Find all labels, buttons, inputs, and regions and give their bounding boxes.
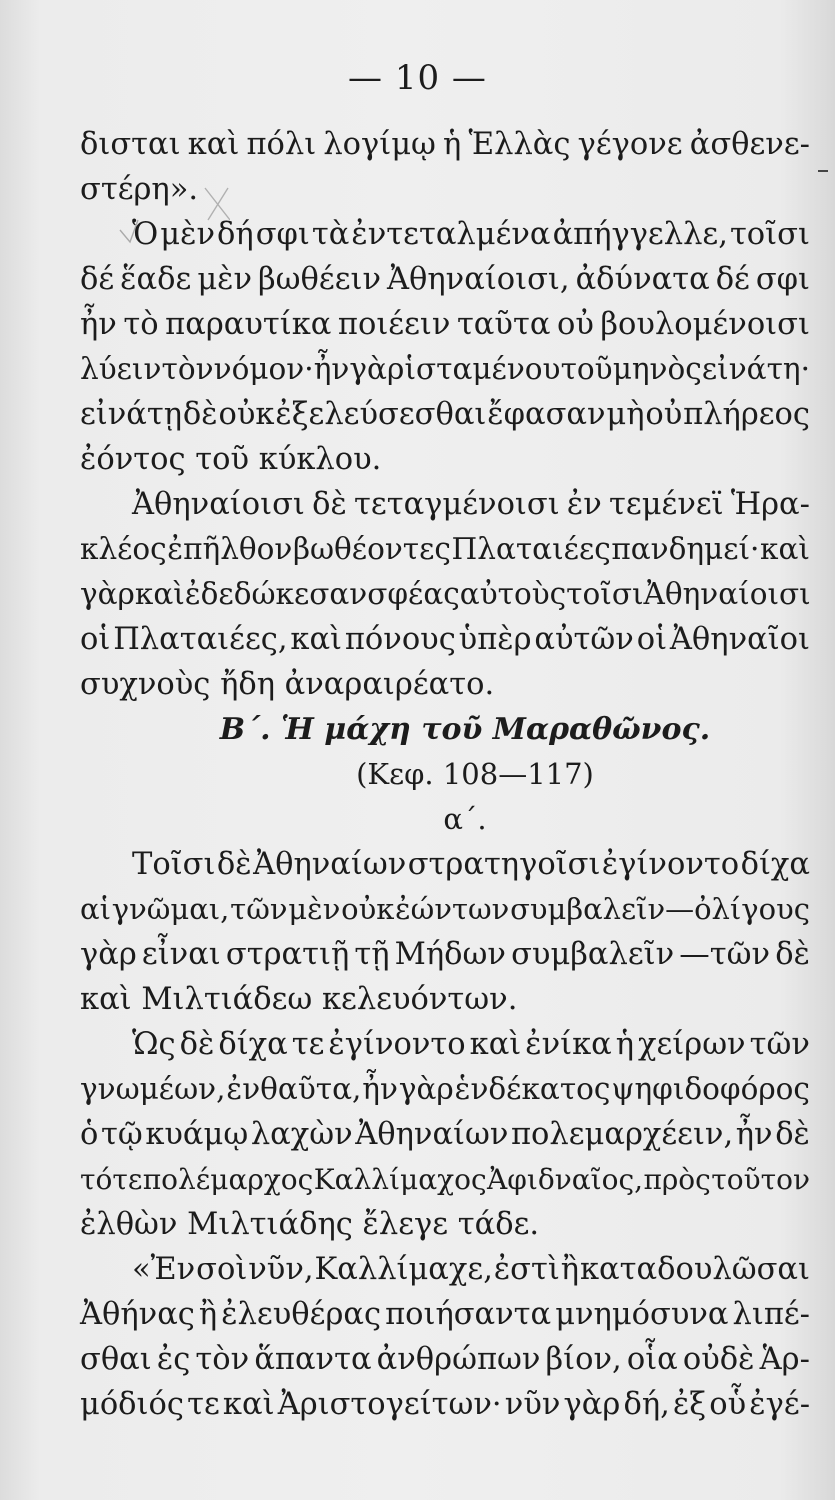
word: Ἡρα- [730, 487, 810, 522]
word: «Ἐν [132, 1252, 196, 1287]
word: οὐκ [341, 892, 395, 926]
text-line [80, 1112, 810, 1157]
text-line [80, 617, 810, 662]
word: πόνους [344, 622, 456, 657]
text-line: στέρη». [80, 172, 199, 207]
subsection-label: α΄. [443, 802, 487, 836]
word: ἐγίνοντο [328, 1027, 466, 1062]
word: γέγονε [577, 127, 683, 162]
text-line [80, 212, 810, 257]
word: γὰρ [563, 1387, 621, 1422]
word: ἀνθρώπων [376, 1342, 541, 1377]
word: δή, [623, 1387, 670, 1422]
word: ἱσταμένου [404, 352, 561, 386]
word: Ὡς [132, 1027, 176, 1062]
word: οἱ [636, 622, 668, 657]
word: καὶ [222, 1387, 275, 1422]
word: τῶν [230, 892, 288, 926]
word: οἷα [626, 1342, 678, 1377]
word: Ἀθηναίων [355, 1117, 509, 1152]
word: τεμένεϊ [609, 487, 724, 522]
text-line [80, 257, 810, 302]
section-heading: Β΄. Ἡ μάχη τοῦ Μαραθῶνος. [219, 712, 711, 747]
word: τὸν [161, 352, 214, 386]
word: δὲ [312, 487, 347, 522]
text-line [80, 482, 810, 527]
word: τοῖσι [729, 217, 810, 252]
word: οὐ [645, 397, 683, 432]
word: βίον, [545, 1342, 622, 1377]
word: ὁ [80, 1117, 99, 1152]
word: μηνὸς [612, 352, 702, 386]
text-line [80, 572, 810, 617]
word: τὸν [195, 1342, 250, 1377]
word: μόδιός [80, 1387, 184, 1422]
word: Πλαταιέες, [113, 622, 288, 657]
word: τῇ [354, 937, 390, 972]
word: ἐγίνοντο [601, 847, 740, 882]
word: δὲ [179, 1027, 215, 1062]
text-line [80, 527, 810, 572]
word: σφέας [367, 577, 460, 611]
word: γὰρ [80, 577, 135, 611]
word: χείρων [638, 1027, 746, 1062]
word: εἰνάτη· [701, 352, 810, 386]
word: μὲν [288, 892, 341, 926]
word: Ἀθηναῖοι [669, 622, 810, 657]
body-text [80, 122, 810, 1427]
word: κυάμῳ [145, 1117, 249, 1152]
word: ἕαδε [120, 262, 192, 297]
text-line: συχνοὺς ἤδη ἀναραιρέατο. [80, 667, 495, 702]
text-line [80, 887, 810, 932]
word: γνῶμαι, [111, 892, 230, 926]
word: σθαι [80, 1342, 152, 1377]
word: ἐλευθέρας [221, 1297, 382, 1332]
word: ἡ [615, 1027, 635, 1062]
word: βουλομένοισι [600, 307, 810, 342]
word: μὴ [606, 397, 645, 432]
word: στρατιῇ [225, 937, 350, 972]
word: ἐώντων [395, 892, 510, 926]
word: εἶναι [141, 937, 221, 972]
word: ἦν [313, 352, 350, 386]
word: ἑνδέκατος [454, 1072, 611, 1106]
word: ποιέειν [337, 307, 451, 342]
word: νῦν, [248, 1252, 314, 1287]
word: ἐδεδώκεσαν [184, 577, 368, 611]
word: δέ [80, 262, 115, 297]
word: ἀπήγγελλε, [552, 217, 728, 252]
word: ταῦτα [456, 307, 551, 342]
word: λύειν [80, 352, 162, 386]
word: δὲ [216, 847, 252, 882]
word: Ἀθήνας [80, 1297, 195, 1332]
word: αἱ [80, 892, 111, 926]
word: Ἀριστογείτων· [277, 1387, 502, 1422]
word: Καλλίμαχε, [314, 1252, 493, 1287]
word: πολεμαρχέειν, [511, 1117, 734, 1152]
word: Ἀθηναίοισι [643, 577, 811, 611]
word: τὸ [123, 307, 159, 342]
word: ἀδύνατα [575, 262, 710, 297]
word: Ὁ [132, 217, 159, 252]
word: καὶ [469, 1027, 522, 1062]
word: συμβαλεῖν—ὀλίγους [510, 892, 810, 926]
text-line [80, 932, 810, 977]
word: πανδημεί· [611, 532, 760, 566]
word: τῶν [749, 1027, 810, 1062]
word: αὐτῶν [534, 622, 634, 657]
word: —τῶν [679, 937, 771, 972]
word: ὑπὲρ [458, 622, 532, 657]
word: οὐκ [218, 397, 275, 432]
text-line [80, 302, 810, 347]
word: γὰρ [80, 937, 137, 972]
edge-mark [818, 170, 828, 172]
word: βωθέοντες [292, 532, 451, 566]
word: Τοῖσι [132, 847, 216, 882]
text-line [80, 1067, 810, 1112]
word: σφι [755, 262, 810, 297]
word: δὲ [775, 1117, 810, 1152]
word: ἐξελεύσεσθαι [275, 397, 487, 432]
word: μνημόσυνα [555, 1297, 729, 1332]
word: σοὶ [196, 1252, 248, 1287]
word: Μήδων [394, 937, 506, 972]
word: ἐνίκα [525, 1027, 612, 1062]
word: καὶ [290, 622, 343, 657]
word: οὐδὲ [682, 1342, 755, 1377]
word: ποιήσαντα [385, 1297, 552, 1332]
word: τῷ [100, 1117, 143, 1152]
word: σφι [255, 217, 310, 252]
word: τε [291, 1027, 325, 1062]
word: ἐν [566, 487, 602, 522]
word: τότε [80, 1163, 143, 1196]
word: συμβαλεῖν [511, 937, 675, 972]
word: πολέμαρχος [142, 1163, 314, 1196]
word: ἦν [735, 1117, 773, 1152]
text-line [80, 1247, 810, 1292]
word: ἡ [443, 127, 462, 162]
text-line [80, 842, 810, 887]
word: βωθέειν [258, 262, 382, 297]
word: λογίμῳ [323, 127, 436, 162]
text-line: καὶ Μιλτιάδεω κελευόντων. [80, 982, 518, 1017]
word: τοῖσι [566, 577, 644, 611]
word: λαχὼν [250, 1117, 353, 1152]
word: οὐ [556, 307, 594, 342]
text-line [80, 1292, 810, 1337]
word: ἐντεταλμένα [351, 217, 551, 252]
word: τοῦ [560, 352, 613, 386]
word: ἅπαντα [254, 1342, 372, 1377]
word: Ἁρ- [759, 1342, 810, 1377]
word: ἐνθαῦτα, [226, 1072, 362, 1106]
text-line [80, 1157, 810, 1202]
word: δίχα [740, 847, 810, 882]
word: Καλλίμαχος [313, 1163, 487, 1196]
word: τεταγμένοισι [354, 487, 560, 522]
text-line [80, 1022, 810, 1067]
word: ἦν [362, 1072, 398, 1106]
word: πρὸς [643, 1163, 711, 1196]
word: γὰρ [349, 352, 405, 386]
text-line [80, 1337, 810, 1382]
word: ἐς [156, 1342, 191, 1377]
word: δὲ [775, 937, 810, 972]
word: τε [187, 1387, 220, 1422]
word: παραυτίκα [165, 307, 332, 342]
chapter-range: (Κεφ. 108—117) [356, 757, 594, 791]
word: οἱ [80, 622, 111, 657]
word: ἔφασαν [487, 397, 606, 432]
word: ἢ [198, 1297, 218, 1332]
text-line: ἐόντος τοῦ κύκλου. [80, 442, 382, 477]
word: ἐστὶ [493, 1252, 560, 1287]
text-line [80, 347, 810, 392]
text-line [80, 122, 810, 167]
word: Ἀθηναίοισι [132, 487, 305, 522]
word: καὶ [134, 577, 185, 611]
text-line [80, 392, 810, 437]
word: λιπέ- [732, 1297, 810, 1332]
word: δισται [80, 127, 181, 162]
word: Ἀθηναίων [253, 847, 407, 882]
word: οὗ [709, 1387, 747, 1422]
word: δίχα [218, 1027, 288, 1062]
word: Ἀθηναίοισι, [387, 262, 570, 297]
word: μὲν [197, 262, 253, 297]
word: δή [217, 217, 254, 252]
word: καταδουλῶσαι [579, 1252, 810, 1287]
word: εἰνάτῃ [80, 397, 183, 432]
word: στρατηγοῖσι [407, 847, 601, 882]
word: Ἑλλὰς [468, 127, 571, 162]
word: ψηφιδοφόρος [611, 1072, 810, 1106]
text-line [80, 1382, 810, 1427]
word: μὲν [160, 217, 215, 252]
word: ἐξ [672, 1387, 707, 1422]
word: αὐτοὺς [459, 577, 567, 611]
word: πόλι [246, 127, 317, 162]
word: Ἀφιδναῖος, [487, 1163, 644, 1196]
word: ἐγέ- [749, 1387, 810, 1422]
word: τὰ [311, 217, 350, 252]
word: πλήρεος [683, 397, 810, 432]
word: Πλαταιέες [451, 532, 611, 566]
text-line: ἐλθὼν Μιλτιάδης ἔλεγε τάδε. [80, 1207, 540, 1242]
word: κλέος [80, 532, 167, 566]
word: δὲ [182, 397, 218, 432]
word: ἦν [80, 307, 117, 342]
word: γνωμέων, [80, 1072, 226, 1106]
word: καὶ [187, 127, 240, 162]
word: τοῦτον [711, 1163, 810, 1196]
word: καὶ [760, 532, 810, 566]
word: νῦν [504, 1387, 561, 1422]
word: ἐπῆλθον [167, 532, 293, 566]
word: γὰρ [398, 1072, 454, 1106]
page-number: — 10 — [348, 58, 487, 98]
word: ἢ [560, 1252, 580, 1287]
word: νόμον· [213, 352, 314, 386]
word: ἀσθενε- [689, 127, 810, 162]
word: δέ [715, 262, 750, 297]
